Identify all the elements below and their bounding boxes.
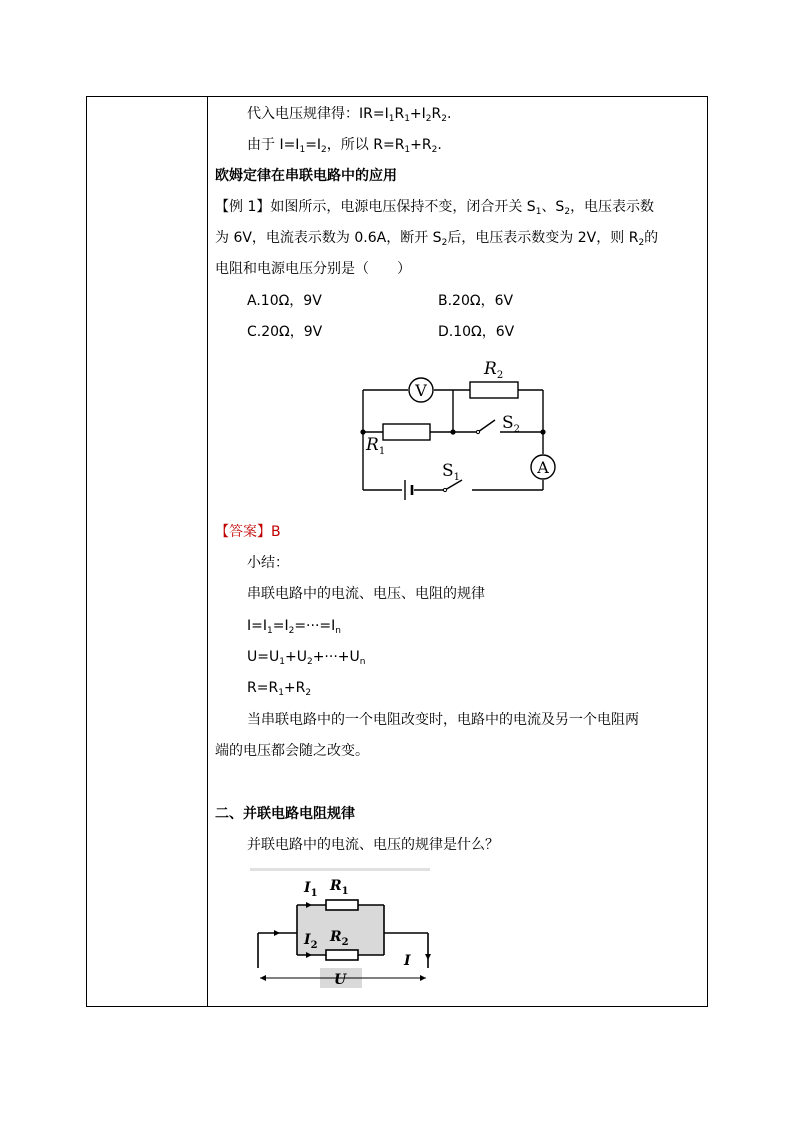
resistor-r1 (383, 424, 430, 440)
r1-label: $R_1$ (366, 435, 386, 457)
column-divider (207, 97, 208, 1006)
parallel-circuit-diagram (250, 868, 440, 990)
r2-label: $R_2$ (484, 359, 504, 381)
cropped-strip (250, 868, 430, 871)
span-arrow-left (260, 975, 266, 981)
section-heading-ohm: 欧姆定律在串联电路中的应用 (215, 168, 397, 184)
option-b: B.20Ω，6V (438, 293, 514, 309)
summary-title: 小结： (247, 555, 289, 571)
answer-line (215, 522, 281, 542)
option-c: C.20Ω，9V (247, 324, 323, 340)
current-arrow (425, 954, 431, 960)
i2-label: $I_2$ (304, 932, 318, 951)
junction-dot (360, 429, 365, 434)
i-total-label: I (404, 953, 411, 969)
ammeter-label: A (537, 458, 549, 477)
text-line-2: 由于 $I=I_1=I_2$，所以 $R=R_1+R_2$. (247, 137, 442, 155)
answer-label: 【答案】 (215, 524, 271, 540)
formula-current: $I=I_1=I_2=\cdot\cdot\cdot=I_n$ (247, 618, 341, 636)
u-label: U (334, 972, 347, 988)
text-line-1: 代入电压规律得：$IR=I_1R_1+I_2R_2$. (247, 106, 452, 124)
resistor-r2 (470, 382, 518, 398)
r1-label: $R_1$ (330, 878, 349, 897)
resistor-r2 (326, 950, 358, 960)
r2-label: $R_2$ (330, 929, 349, 948)
example-line-1: 【例 1】如图所示，电源电压保持不变，闭合开关 $S_1$、$S_2$，电压表示数 (215, 199, 655, 217)
answer-value: B (271, 524, 281, 540)
span-arrow-right (420, 975, 426, 981)
s2-label: $S_2$ (502, 413, 521, 435)
parallel-question: 并联电路中的电流、电压的规律是什么？ (247, 837, 499, 853)
switch-s2-contact (476, 430, 479, 433)
option-d: D.10Ω，6V (438, 324, 515, 340)
series-circuit-diagram (350, 352, 560, 502)
junction-dot (450, 429, 455, 434)
section-heading-parallel: 二、并联电路电阻规律 (215, 806, 355, 822)
formula-resistance: $R=R_1+R_2$ (247, 680, 312, 698)
formula-voltage: $U=U_1+U_2+\cdot\cdot\cdot+U_n$ (247, 649, 366, 667)
summary-rule: 串联电路中的电流、电压、电阻的规律 (247, 586, 485, 602)
summary-paragraph-2: 端的电压都会随之改变。 (215, 743, 369, 759)
example-line-2: 为 6V，电流表示数为 0.6A，断开 $S_2$后，电压表示数变为 2V，则 $R_2$的 (215, 230, 659, 248)
current-arrow (274, 930, 280, 936)
switch-s1-contact (443, 488, 446, 491)
junction-dot (540, 429, 545, 434)
summary-paragraph-1: 当串联电路中的一个电阻改变时，电路中的电流及另一个电阻两 (247, 712, 639, 728)
resistor-r1 (326, 900, 358, 910)
voltmeter-label: V (415, 381, 427, 400)
i1-label: $I_1$ (304, 880, 318, 899)
s1-label: $S_1$ (442, 461, 461, 483)
example-line-3: 电阻和电源电压分别是（ ） (215, 261, 411, 277)
option-a: A.10Ω，9V (247, 293, 322, 309)
